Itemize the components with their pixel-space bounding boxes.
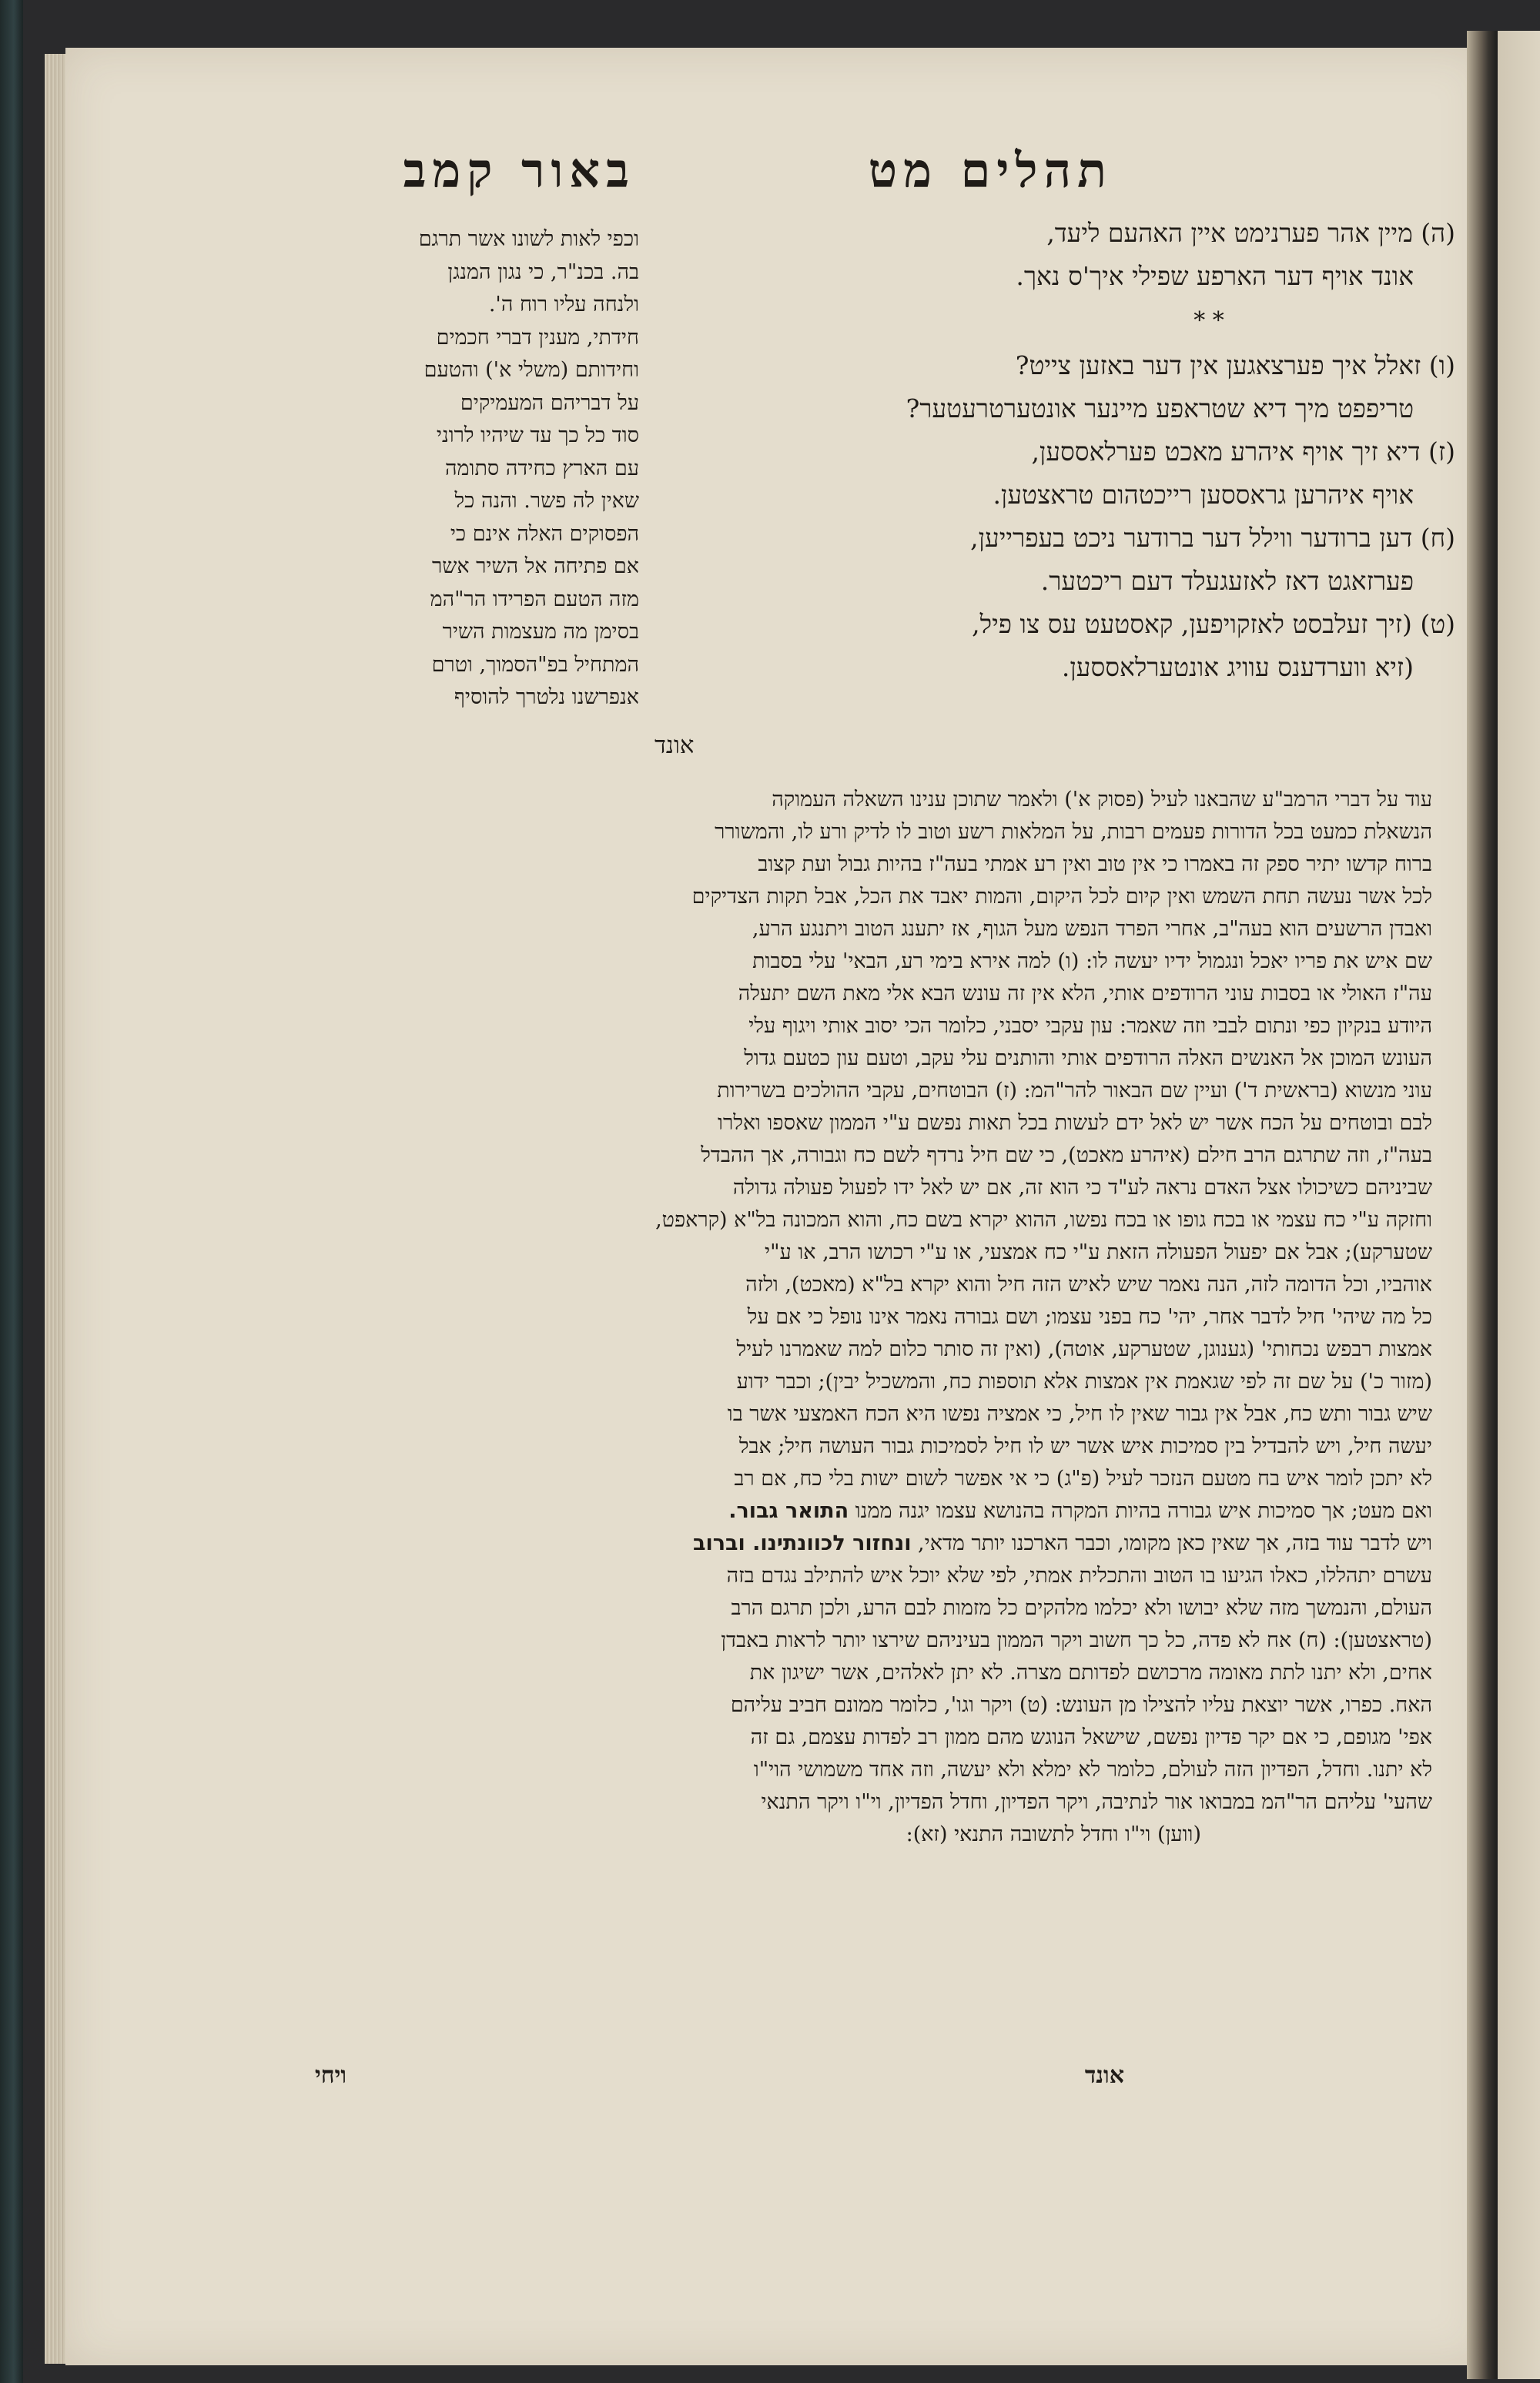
commentary-line: שביניהם כשיכולו אצל האדם נראה לע"ד כי הוא זה, אם יש לאל ידו לפעול פעולה גדולה	[732, 1176, 1432, 1200]
verse-line: אונד אויף דער הארפע שפילי איך'ס נאך.	[1016, 261, 1414, 291]
commentary-line: היודע בנקיון כפי ונתום לבבי וזה שאמר: עון עקבי יסבני, כלומר הכי יסוב אותי ויגוף עלי	[748, 1014, 1432, 1038]
commentary-line: העולם, והנמשך מזה שלא יבושו ולא יכלמו מלהקים כל מזמות לבם הרע, ולכן תרגם הרב	[731, 1596, 1432, 1620]
catchword-right: אונד	[1084, 2062, 1124, 2089]
commentary-line: שהעי' עליהם הר"המ במבואו אור לנתיבה, ויקר הפדיון, וחדל הפדיון, וי"ו ויקר התנאי	[761, 1790, 1432, 1814]
commentary-line: בעה"ז, וזה שתרגם הרב חילם (איהרע מאכט), כי שם חיל נרדף לשם כח וגבורה, אך ההבדל	[701, 1143, 1432, 1167]
side-line: בה. בכנ"ר, כי נגון המנגן	[447, 259, 639, 284]
commentary-line: לא יתכן לומר איש בח מטעם הנזכר לעיל (פ"ג) כי אי אפשר לשום ישות בלי כח, אם רב	[734, 1467, 1432, 1491]
main-commentary	[277, 784, 1432, 1851]
verse-line: (זיא ווערדענס עוויג אונטערלאססען.	[1061, 652, 1414, 682]
commentary-line: הנשאלת כמעט בכל הדורות פעמים רבות, על המלאות רשע וטוב לו לדיק ורע לו, והמשורר	[715, 820, 1432, 844]
commentary-line: העונש המוכן אל האנשים האלה הרודפים אותי והותנים עלי עקב, וטעם עון כטעם גדול	[744, 1046, 1432, 1070]
side-line: על דבריהם המעמיקים	[460, 390, 639, 415]
side-line: בסימן מה מעצמות השיר	[442, 620, 639, 644]
commentary-line: עשרם יתהללו, כאלו הגיעו בו הטוב והתכלית אמתי, לפי שלא יוכל איש להתילב נגדם בזה	[726, 1564, 1432, 1588]
book-cover-edge	[0, 0, 23, 2383]
commentary-line: עה"ז האולי או בסבות עוני הרודפים אותי, הלא אין זה עונש הבא אלי מאת השם יתעלה	[738, 982, 1432, 1006]
commentary-line: לבם ובוטחים על הכח אשר יש לאל ידם לעשות בכל תאות נפשם ע"י הממון שאספו ואלרו	[718, 1111, 1432, 1135]
commentary-line: שם איש את פריו יאכל ונגמול ידיו יעשה לו: (ו) למה אירא בימי רע, הבאי' עלי בסבות	[752, 949, 1432, 973]
verse-line: (ח) דען ברודער ווילל דער ברודער ניכט בעפרייען,	[970, 523, 1455, 553]
commentary-line: אפי' מגופם, כי אם יקר פדיון נפשם, שישאל הנוגש מהם ממון רב לפדות עצמם, גם זה	[750, 1725, 1432, 1749]
commentary-line: וחזקה ע"י כח עצמי או בכח גופו או בכח נפשו, ההוא יקרא בשם כח, והוא המכונה בל"א (קראפט,	[655, 1208, 1432, 1232]
side-line: הפסוקים האלה אינם כי	[450, 521, 639, 546]
side-line: עם הארץ כחידה סתומה	[445, 456, 639, 480]
commentary-line: אחים, ולא יתנו לתת מאומה מרכושם לפדותם מצרה. לא יתן לאלהים, אשר ישיגון את	[749, 1661, 1432, 1685]
commentary-line: (ווען) וי"ו וחדל לתשובה התנאי (זא):	[906, 1822, 1201, 1846]
commentary-line: ויש לדבר עוד בזה, אך שאין כאן מקומו, וכבר הארכנו יותר מדאי, ונחזור לכוונתינו. וברוב	[693, 1531, 1432, 1555]
side-line: שאין לה פשר. והנה כל	[454, 489, 639, 513]
side-line: וחידותם (משלי א') והטעם	[424, 358, 639, 382]
side-commentary	[277, 223, 639, 715]
verse-line: (ה) מיין אהר פערנימט איין האהעם ליעד,	[1046, 218, 1455, 248]
verse-line: פערזאגט דאז לאזעגעלד דעם ריכטער.	[1040, 566, 1414, 596]
commentary-line: ואבדן הרשעים הוא בעה"ב, אחרי הפרד הנפש מעל הגוף, אז יתענג הטוב ויתנגע הרע,	[752, 917, 1432, 941]
commentary-line: לא יתנו. וחדל, הפדיון הזה לעולם, כלומר לא ימלא ולא יעשה, וזה אחד משמושי הוי"ו	[753, 1758, 1432, 1782]
next-page-edge	[1498, 31, 1540, 2379]
side-line: אנפרשנו נלטרך להוסיף	[454, 685, 639, 709]
commentary-line: שיש גבור ותש כח, אבל אין גבור שאין לו חיל, כי אמציה נפשו היא הכח האמצעי אשר בו	[727, 1402, 1432, 1426]
commentary-line: שטערקע); אבל אם יפעול הפעולה הזאת ע"י כח אמצעי, או ע"י רכושו הרב, או ע"י	[765, 1240, 1432, 1264]
verse-line: (ו) זאלל איך פערצאגען אין דער באזען צייט?	[1015, 350, 1455, 380]
commentary-line: יעשה חיל, ויש להבדיל בין סמיכות איש אשר יש לו חיל לסמיכות גבור העושה חיל; אבל	[738, 1434, 1432, 1458]
book-gutter	[1467, 31, 1498, 2379]
commentary-line: לכל אשר נעשה תחת השמש ואין קיום לכל היקום, והמות יאבד את הכל, אבל תקות הצדיקים	[691, 885, 1432, 909]
side-line: ולנחה עליו רוח ה'.	[488, 293, 639, 316]
side-line: וכפי לאות לשונו אשר תרגם	[418, 227, 639, 251]
commentary-line: (טראצטען): (ח) אח לא פדה, כל כך חשוב ויקר הממון בעיניהם שירצו יותר לראות באבדן	[721, 1628, 1432, 1652]
commentary-line: עוני מנשוא (בראשית ד') ועיין שם הבאור להר"המ: (ז) הבוטחים, עקבי ההולכים בשרירות	[717, 1079, 1432, 1103]
catchword-left: ויחי	[314, 2062, 346, 2089]
side-line: חידתי, מענין דברי חכמים	[436, 325, 639, 350]
commentary-line: (מזור כ') על שם זה לפי שגאמת אין אמצות אלא תוספות כח, והמשכיל יבין); וכבר ידוע	[736, 1370, 1432, 1394]
side-line: סוד כל כך עד שיהיו לרוני	[436, 423, 639, 447]
commentary-line: האח. כפרו, אשר יוצאת עליו להצילו מן העונש: (ט) ויקר וגו', כלומר ממונם חביב עליהם	[730, 1693, 1432, 1717]
commentary-line: ברוח קדשו יתיר ספק זה באמרו כי אין טוב ואין רע אמתי בעה"ז בהיות גבול ועת קצוב	[758, 852, 1432, 876]
verse-line: טריפפט מיך דיא שטראפע מיינער אונטערטרעטער?	[906, 393, 1414, 423]
bold-phrase: התואר גבור.	[728, 1499, 849, 1523]
bold-phrase: ונחזור לכוונתינו. וברוב	[693, 1531, 912, 1555]
translation-verses	[685, 212, 1455, 689]
side-line: אם פתיחה אל השיר אשר	[432, 554, 639, 578]
running-head-psalms: תהלים מט	[868, 142, 1113, 199]
verse-line: אויף איהרען גראססען רייכטהום טראצטען.	[993, 480, 1414, 510]
commentary-line: אוהביו, וכל הדומה לזה, הנה נאמר שיש לאיש הזה חיל והוא יקרא בל"א (מאכט), ולזה	[745, 1273, 1432, 1297]
commentary-line: עוד על דברי הרמב"ע שהבאנו לעיל (פסוק א') ולאמר שתוכן ענינו השאלה העמוקה	[772, 788, 1432, 812]
commentary-line: כל מה שיהי' חיל לדבר אחר, יהי' כח בפני עצמו; ושם גבורה נאמר אינו נופל כי אם על	[747, 1305, 1432, 1329]
verse-line: (ט) (זיך זעלבסט לאזקויפען, קאסטעט עס צו פיל,	[972, 609, 1455, 639]
commentary-line: ואם מעט; אך סמיכות איש גבורה בהיות המקרה בהנושא עצמו יגנה ממנו התואר גבור.	[728, 1499, 1432, 1523]
running-head-commentary: באור קמב	[403, 142, 635, 199]
verse-line: (ז) דיא זיך אויף איהרע מאכט פערלאססען,	[1031, 437, 1455, 467]
side-line: מזה הטעם הפרידו הר"המ	[430, 587, 639, 611]
side-line: המתחיל בפ"הסמוך, וטרם	[431, 652, 639, 677]
section-stars: * *	[1194, 307, 1224, 334]
verse-catchword: אונד	[654, 731, 695, 759]
commentary-line: אמצות רבפש נכחותי' (גענוגן, שטערקע, אוטה), (ואין זה סותר כלום למה שאמרנו לעיל	[736, 1337, 1432, 1361]
